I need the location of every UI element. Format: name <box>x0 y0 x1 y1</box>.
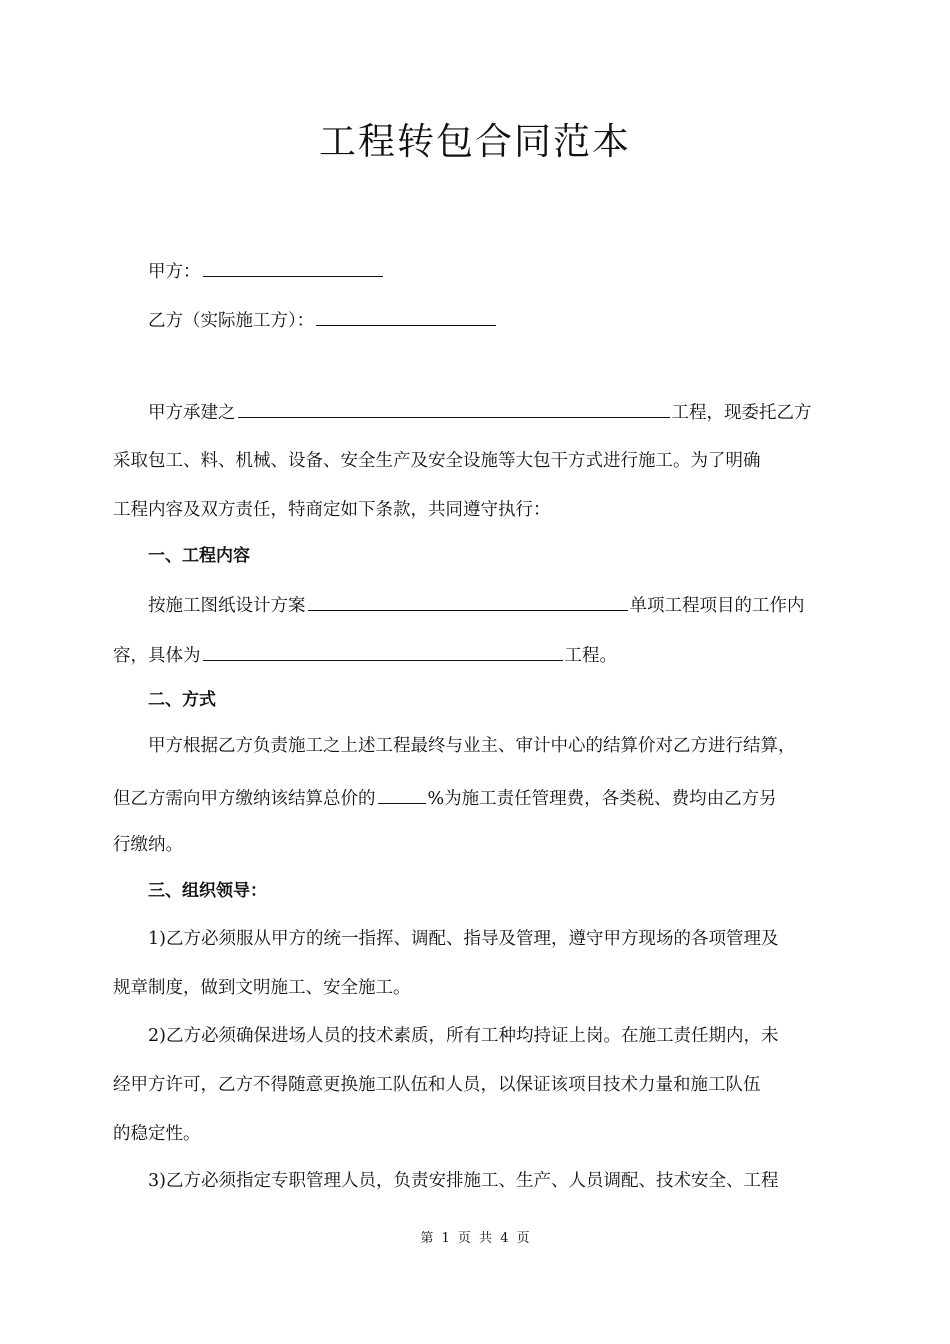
intro-text-1b: 工程，现委托乙方 <box>671 403 812 423</box>
project-detail-blank[interactable] <box>203 640 563 661</box>
section-3-p1-line-2: 规章制度，做到文明施工、安全施工。 <box>113 978 411 998</box>
section-2-text-2b: %为施工责任管理费，各类税、费均由乙方另 <box>427 789 777 809</box>
party-b-line <box>113 305 878 334</box>
section-3-heading: 三、组织领导： <box>148 881 267 901</box>
intro-line-2: 采取包工、料、机械、设备、安全生产及安全设施等大包干方式进行施工。为了明确 <box>113 451 761 471</box>
party-a-label: 甲方： <box>148 262 201 282</box>
section-1-text-1a: 按施工图纸设计方案 <box>148 596 306 616</box>
party-a-line <box>113 256 878 285</box>
section-3-p2-line-1: 2)乙方必须确保进场人员的技术素质，所有工种均持证上岗。在施工责任期内，未 <box>148 1026 779 1046</box>
party-b-label: 乙方（实际施工方）： <box>148 311 315 331</box>
section-1-text-2b: 工程。 <box>564 646 617 666</box>
design-plan-blank[interactable] <box>308 590 628 611</box>
party-a-blank[interactable] <box>203 256 383 277</box>
intro-line-1 <box>113 397 878 426</box>
section-2-line-2 <box>113 783 843 812</box>
section-1-heading: 一、工程内容 <box>148 546 250 566</box>
intro-line-3: 工程内容及双方责任，特商定如下条款，共同遵守执行： <box>113 500 551 520</box>
document-title: 工程转包合同范本 <box>319 120 631 163</box>
section-3-p2-line-2: 经甲方许可，乙方不得随意更换施工队伍和人员，以保证该项目技术力量和施工队伍 <box>113 1075 761 1095</box>
section-3-p2-line-3: 的稳定性。 <box>113 1124 201 1144</box>
page-footer: 第 1 页 共 4 页 <box>420 1231 530 1246</box>
fee-percent-blank[interactable] <box>378 783 426 804</box>
section-2-heading: 二、方式 <box>148 690 216 710</box>
section-1-line-2 <box>113 640 843 669</box>
project-name-blank[interactable] <box>238 397 670 418</box>
section-2-line-1: 甲方根据乙方负责施工之上述工程最终与业主、审计中心的结算价对乙方进行结算， <box>148 736 796 756</box>
section-1-text-1b: 单项工程项目的工作内 <box>629 596 805 616</box>
party-b-blank[interactable] <box>316 305 496 326</box>
section-3-p3-line-1: 3)乙方必须指定专职管理人员，负责安排施工、生产、人员调配、技术安全、工程 <box>148 1171 779 1191</box>
section-2-text-2a: 但乙方需向甲方缴纳该结算总价的 <box>113 789 376 809</box>
section-2-line-3: 行缴纳。 <box>113 835 183 855</box>
section-1-text-2a: 容，具体为 <box>113 646 201 666</box>
intro-text-1a: 甲方承建之 <box>148 403 236 423</box>
section-1-line-1 <box>113 590 878 619</box>
section-3-p1-line-1: 1)乙方必须服从甲方的统一指挥、调配、指导及管理，遵守甲方现场的各项管理及 <box>148 929 779 949</box>
